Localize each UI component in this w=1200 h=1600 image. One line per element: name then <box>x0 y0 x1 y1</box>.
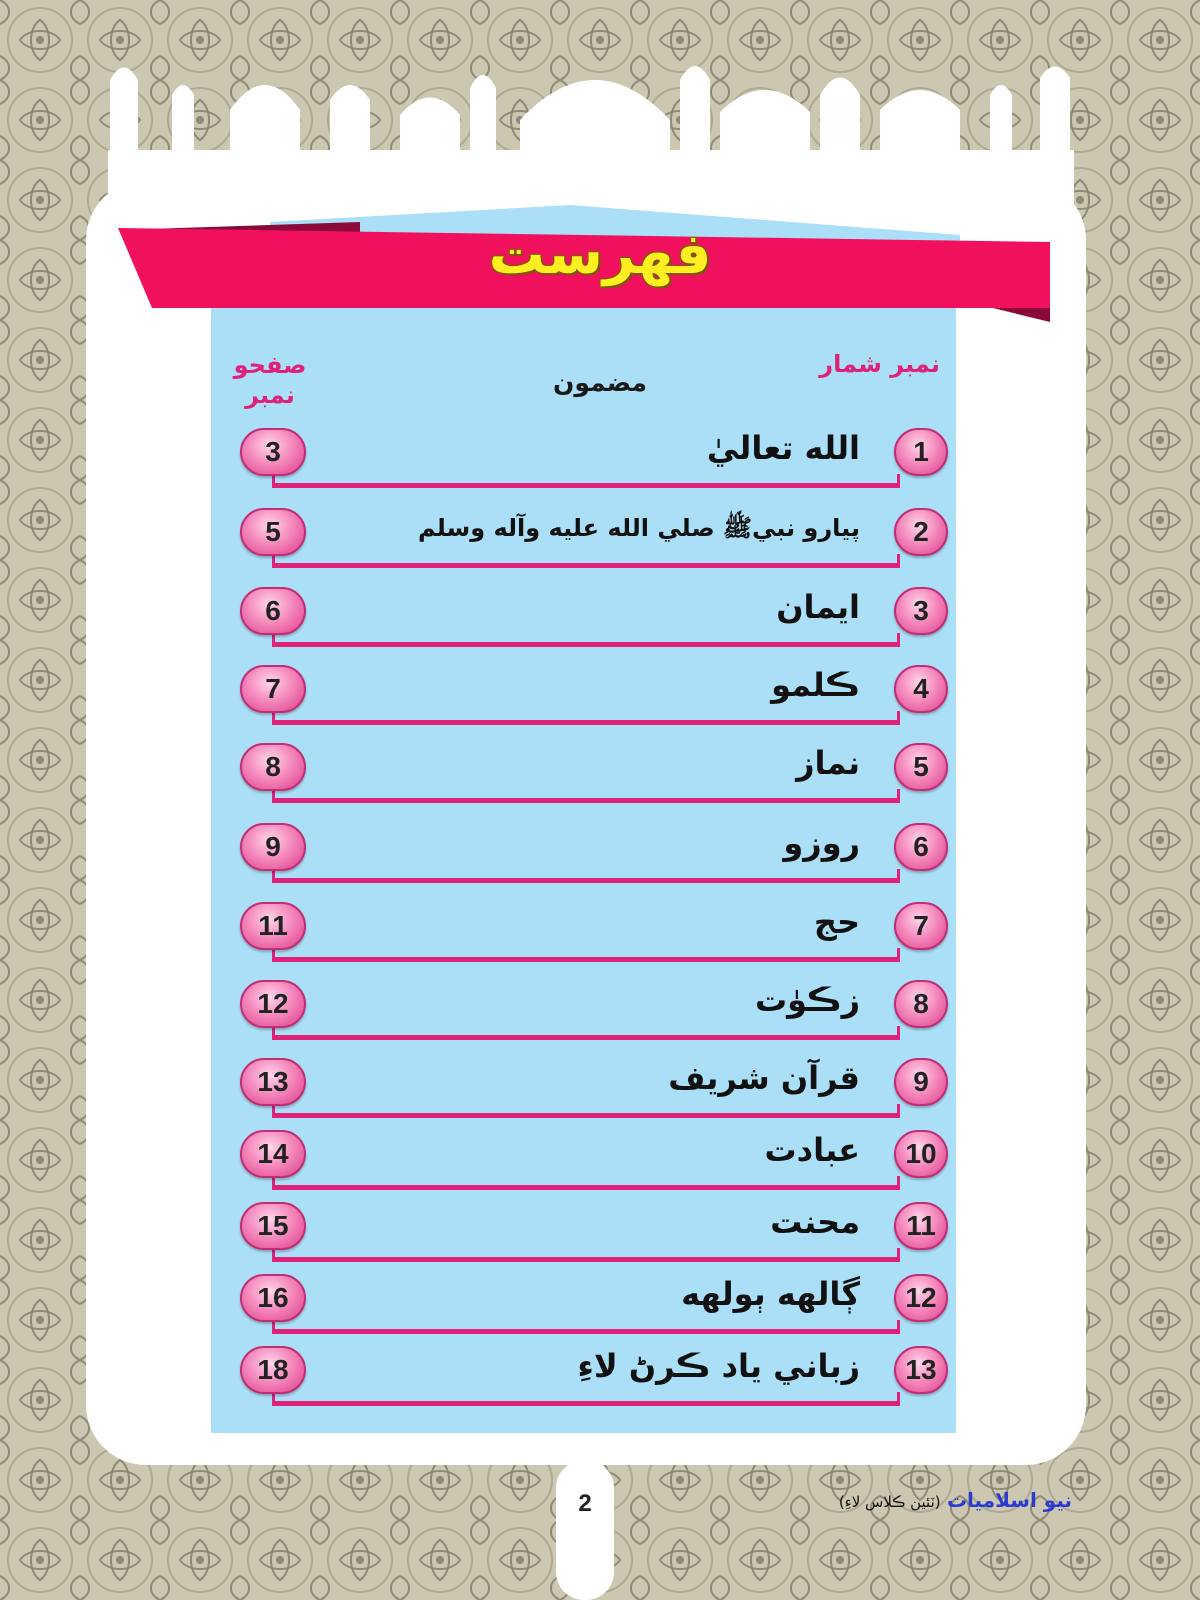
list-item[interactable] <box>230 1346 950 1406</box>
page-number-badge: 7 <box>240 665 306 713</box>
page-number-badge: 9 <box>240 823 306 871</box>
row-underline-end <box>897 474 900 488</box>
row-underline <box>274 1185 900 1190</box>
serial-number-badge: 2 <box>894 508 948 556</box>
lesson-title: محنت <box>770 1203 860 1241</box>
lesson-title: ايمان <box>776 588 860 626</box>
row-underline-end <box>897 711 900 725</box>
list-item[interactable] <box>230 823 950 883</box>
page-number-badge: 8 <box>240 743 306 791</box>
list-item[interactable] <box>230 1130 950 1190</box>
lesson-title: پيارو نبيﷺ صلي الله عليه وآله وسلم <box>417 514 860 542</box>
row-underline-end <box>897 1248 900 1262</box>
list-item[interactable] <box>230 508 950 568</box>
row-underline-end <box>897 554 900 568</box>
row-underline <box>274 957 900 962</box>
lesson-title: قرآن شريف <box>668 1059 860 1097</box>
row-underline-end <box>897 948 900 962</box>
list-item[interactable] <box>230 743 950 803</box>
row-underline-end <box>272 633 275 647</box>
book-title-sub: (ٽئين ڪلاس لاءِ) <box>838 1493 941 1511</box>
lesson-title: نماز <box>796 744 860 782</box>
row-underline-end <box>272 789 275 803</box>
page-number-badge: 5 <box>240 508 306 556</box>
lesson-title: ڪلمو <box>771 666 860 704</box>
list-item[interactable] <box>230 665 950 725</box>
lesson-title: ڳالهه ٻولهه <box>681 1275 860 1313</box>
list-item[interactable] <box>230 587 950 647</box>
serial-number-badge: 7 <box>894 902 948 950</box>
row-underline-end <box>897 1104 900 1118</box>
row-underline <box>274 1035 900 1040</box>
list-item[interactable] <box>230 1274 950 1334</box>
serial-number-badge: 8 <box>894 980 948 1028</box>
row-underline-end <box>897 869 900 883</box>
page-title: فهرست <box>488 222 712 287</box>
serial-number-badge: 6 <box>894 823 948 871</box>
page-number-badge: 12 <box>240 980 306 1028</box>
row-underline-end <box>272 1320 275 1334</box>
serial-number-badge: 1 <box>894 428 948 476</box>
list-item[interactable] <box>230 428 950 488</box>
list-item[interactable] <box>230 980 950 1040</box>
row-underline-end <box>897 1176 900 1190</box>
row-underline <box>274 483 900 488</box>
serial-number-badge: 11 <box>894 1202 948 1250</box>
row-underline-end <box>272 1104 275 1118</box>
page-number-header: صفحو نمبر <box>233 351 307 409</box>
row-underline-end <box>272 869 275 883</box>
list-item[interactable] <box>230 1058 950 1118</box>
serial-number-badge: 3 <box>894 587 948 635</box>
serial-number-badge: 13 <box>894 1346 948 1394</box>
row-underline-end <box>897 1026 900 1040</box>
serial-number-header: نمبر شمار <box>819 350 940 378</box>
row-underline-end <box>272 1026 275 1040</box>
row-underline-end <box>272 554 275 568</box>
lesson-title: روزو <box>783 824 860 862</box>
row-underline <box>274 1113 900 1118</box>
row-underline <box>274 563 900 568</box>
serial-number-badge: 12 <box>894 1274 948 1322</box>
row-underline <box>274 878 900 883</box>
lesson-title: زڪوٰت <box>755 981 860 1019</box>
lesson-title: عبادت <box>764 1131 860 1169</box>
row-underline-end <box>897 789 900 803</box>
row-underline <box>274 1401 900 1406</box>
row-underline-end <box>272 1248 275 1262</box>
page-number-badge: 6 <box>240 587 306 635</box>
lesson-title: الله تعاليٰ <box>706 429 860 467</box>
row-underline <box>274 642 900 647</box>
page-number-badge: 3 <box>240 428 306 476</box>
serial-number-badge: 5 <box>894 743 948 791</box>
row-underline <box>274 720 900 725</box>
row-underline-end <box>272 474 275 488</box>
list-item[interactable] <box>230 902 950 962</box>
page-number-badge: 13 <box>240 1058 306 1106</box>
page-number-badge: 18 <box>240 1346 306 1394</box>
lesson-title: زباني ياد ڪرڻ لاءِ <box>577 1347 860 1385</box>
page-number-badge: 14 <box>240 1130 306 1178</box>
list-item[interactable] <box>230 1202 950 1262</box>
row-underline <box>274 1329 900 1334</box>
row-underline-end <box>272 1392 275 1406</box>
subject-header: مضمون <box>553 368 647 397</box>
row-underline-end <box>897 1320 900 1334</box>
serial-number-badge: 4 <box>894 665 948 713</box>
page-number-badge: 11 <box>240 902 306 950</box>
serial-number-badge: 9 <box>894 1058 948 1106</box>
row-underline-end <box>897 1392 900 1406</box>
row-underline <box>274 1257 900 1262</box>
page-number-badge: 16 <box>240 1274 306 1322</box>
page-number: 2 <box>578 1490 592 1517</box>
book-title <box>838 1488 1072 1512</box>
row-underline-end <box>897 633 900 647</box>
book-title-main: نيو اسلاميات <box>946 1488 1072 1512</box>
serial-number-badge: 10 <box>894 1130 948 1178</box>
row-underline-end <box>272 711 275 725</box>
page-number-badge: 15 <box>240 1202 306 1250</box>
row-underline-end <box>272 948 275 962</box>
row-underline-end <box>272 1176 275 1190</box>
lesson-title: حج <box>813 903 860 941</box>
row-underline <box>274 798 900 803</box>
